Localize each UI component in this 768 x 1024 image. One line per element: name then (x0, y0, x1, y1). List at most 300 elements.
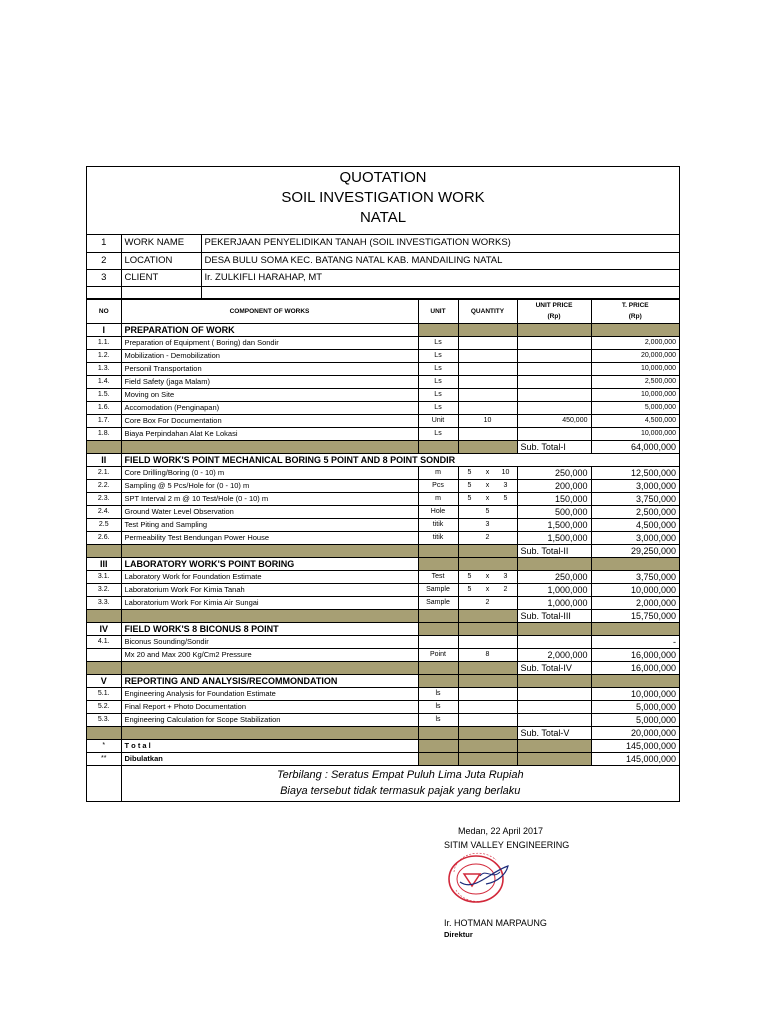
signer-position: Direktur (444, 930, 473, 939)
item-unit-price (517, 375, 591, 388)
table-row (87, 505, 679, 518)
item-unit: Pcs (418, 479, 458, 492)
item-description: Engineering Analysis for Foundation Estimate (121, 687, 418, 700)
olive-cell (517, 557, 591, 570)
item-unit-price (517, 687, 591, 700)
table-row (87, 492, 679, 505)
item-total-price: 2,500,000 (591, 375, 679, 388)
item-total-price: 10,000,000 (591, 388, 679, 401)
section-no: I (87, 323, 121, 336)
table-row (87, 700, 679, 713)
item-unit (418, 635, 458, 648)
item-unit-price (517, 635, 591, 648)
item-no (87, 648, 121, 661)
item-quantity (458, 466, 517, 479)
item-unit-price: 1,500,000 (517, 531, 591, 544)
olive-cell (458, 323, 517, 336)
info-label: WORK NAME (121, 235, 201, 252)
header-quantity: QUANTITY (458, 299, 517, 323)
olive-cell (418, 544, 458, 557)
item-no: 2.1. (87, 466, 121, 479)
item-quantity (458, 531, 517, 544)
item-quantity (458, 518, 517, 531)
amount-in-words (121, 765, 679, 801)
section-row (87, 622, 679, 635)
subtotal-label: Sub. Total-III (517, 609, 591, 622)
subtotal-row (87, 544, 679, 557)
table-row (87, 635, 679, 648)
item-total-price: 2,000,000 (591, 596, 679, 609)
item-total-price: 3,750,000 (591, 570, 679, 583)
olive-cell (517, 752, 591, 765)
item-total-price: 10,000,000 (591, 362, 679, 375)
quantity-part: 10 (501, 468, 510, 476)
quantity-part: 2 (485, 533, 490, 541)
item-description: Mobilization - Demobilization (121, 349, 418, 362)
table-row (87, 687, 679, 700)
item-no: 1.5. (87, 388, 121, 401)
olive-cell (517, 622, 591, 635)
item-total-price: - (591, 635, 679, 648)
olive-cell (121, 544, 418, 557)
words-line-1: Terbilang : Seratus Empat Puluh Lima Juta Rupiah (276, 769, 524, 782)
rounded-no: ** (87, 752, 121, 765)
item-no: 5.2. (87, 700, 121, 713)
olive-cell (458, 440, 517, 453)
table-row (87, 596, 679, 609)
item-unit-price: 250,000 (517, 466, 591, 479)
olive-cell (591, 323, 679, 336)
quantity-part (502, 597, 510, 609)
header-unit-price-label: UNIT PRICE (535, 302, 573, 309)
section-2-items (87, 466, 679, 544)
header-total-price (591, 299, 679, 323)
item-total-price: 12,500,000 (591, 466, 679, 479)
item-no: 2.4. (87, 505, 121, 518)
words-line-2: Biaya tersebut tidak termasuk pajak yang berlaku (280, 785, 521, 798)
item-quantity (458, 505, 517, 518)
section-title: FIELD WORK'S 8 BICONUS 8 POINT (121, 622, 418, 635)
item-description: SPT Interval 2 m @ 10 Test/Hole (0 - 10) m (121, 492, 418, 505)
item-total-price: 2,000,000 (591, 336, 679, 349)
item-no: 1.4. (87, 375, 121, 388)
section-title: PREPARATION OF WORK (121, 323, 418, 336)
olive-cell (418, 739, 458, 752)
olive-cell (87, 544, 121, 557)
subtotal-label: Sub. Total-V (517, 726, 591, 739)
item-quantity (458, 583, 517, 596)
company-name: SITIM VALLEY ENGINEERING (444, 840, 570, 850)
info-no: 1 (87, 235, 121, 252)
item-description: Core Box For Documentation (121, 414, 418, 427)
item-total-price: 10,000,000 (591, 427, 679, 440)
item-no: 2.5 (87, 518, 121, 531)
table-row (87, 401, 679, 414)
table-row (87, 570, 679, 583)
header-total-price-currency: (Rp) (628, 313, 642, 320)
quantity-part: x (485, 468, 490, 476)
total-no: * (87, 739, 121, 752)
subtotal-label: Sub. Total-IV (517, 661, 591, 674)
olive-cell (87, 726, 121, 739)
quantity-part: 5 (485, 507, 490, 515)
olive-cell (418, 752, 458, 765)
item-description: Personil Transportation (121, 362, 418, 375)
quantity-breakdown (462, 532, 514, 544)
item-total-price: 3,000,000 (591, 479, 679, 492)
info-no: 3 (87, 269, 121, 286)
olive-cell (418, 440, 458, 453)
item-quantity (458, 492, 517, 505)
item-unit-price (517, 336, 591, 349)
item-unit-price: 2,000,000 (517, 648, 591, 661)
section-row (87, 323, 679, 336)
quantity-part: 5 (467, 585, 472, 593)
item-quantity (458, 596, 517, 609)
item-description: Biconus Sounding/Sondir (121, 635, 418, 648)
olive-cell (87, 440, 121, 453)
item-description: Laboratorium Work For Kimia Tanah (121, 583, 418, 596)
info-value: DESA BULU SOMA KEC. BATANG NATAL KAB. MANDAILING NATAL (201, 252, 679, 269)
info-empty-cell (87, 286, 121, 298)
table-row (87, 479, 679, 492)
item-unit: ls (418, 687, 458, 700)
item-total-price: 2,500,000 (591, 505, 679, 518)
quantity-part: 5 (467, 468, 472, 476)
item-total-price: 4,500,000 (591, 518, 679, 531)
table-row (87, 531, 679, 544)
item-unit-price: 1,000,000 (517, 583, 591, 596)
olive-cell (458, 726, 517, 739)
subtotal-label: Sub. Total-I (517, 440, 591, 453)
item-no: 2.3. (87, 492, 121, 505)
table-row (87, 466, 679, 479)
item-quantity (458, 336, 517, 349)
item-unit-price: 150,000 (517, 492, 591, 505)
quantity-breakdown (462, 519, 514, 531)
olive-cell (458, 609, 517, 622)
item-unit: ls (418, 713, 458, 726)
subtotal-label: Sub. Total-II (517, 544, 591, 557)
subtotal-row (87, 661, 679, 674)
table-row (87, 518, 679, 531)
item-description: Core Drilling/Boring (0 - 10) m (121, 466, 418, 479)
info-no: 2 (87, 252, 121, 269)
project-info-table (87, 235, 679, 299)
item-total-price: 5,000,000 (591, 713, 679, 726)
signer-name: Ir. HOTMAN MARPAUNG (444, 918, 547, 928)
quantity-part: x (485, 585, 490, 593)
info-row (87, 252, 679, 269)
section-5-items (87, 687, 679, 726)
title-block (87, 167, 679, 235)
item-total-price: 10,000,000 (591, 583, 679, 596)
item-description: Engineering Calculation for Scope Stabilization (121, 713, 418, 726)
olive-cell (517, 674, 591, 687)
quantity-part: x (485, 572, 490, 580)
olive-cell (121, 609, 418, 622)
item-quantity (458, 427, 517, 440)
subtotal-value: 16,000,000 (591, 661, 679, 674)
item-unit-price (517, 349, 591, 362)
olive-cell (418, 609, 458, 622)
quantity-part: 3 (485, 520, 490, 528)
item-no: 2.6. (87, 531, 121, 544)
place-date: Medan, 22 April 2017 (458, 826, 544, 836)
item-description: Field Safety (jaga Malam) (121, 375, 418, 388)
section-title: LABORATORY WORK'S POINT BORING (121, 557, 418, 570)
section-4-items (87, 635, 679, 661)
quantity-part: x (485, 481, 490, 489)
item-no: 3.3. (87, 596, 121, 609)
quantity-part: 5 (467, 572, 472, 580)
item-unit-price (517, 427, 591, 440)
item-unit-price: 450,000 (517, 414, 591, 427)
item-description: Laboratorium Work For Kimia Air Sungai (121, 596, 418, 609)
table-row (87, 414, 679, 427)
quantity-part: 2 (503, 585, 508, 593)
quantity-part: x (485, 494, 490, 502)
item-unit: Ls (418, 401, 458, 414)
olive-cell (591, 557, 679, 570)
header-unit-price-currency: (Rp) (547, 313, 561, 320)
section-no: III (87, 557, 121, 570)
title-line-3: NATAL (359, 209, 407, 226)
item-total-price: 16,000,000 (591, 648, 679, 661)
info-row (87, 269, 679, 286)
item-quantity (458, 635, 517, 648)
item-description: Final Report + Photo Documentation (121, 700, 418, 713)
item-unit-price: 1,500,000 (517, 518, 591, 531)
quantity-part (502, 506, 510, 518)
section-no: IV (87, 622, 121, 635)
olive-cell (121, 726, 418, 739)
olive-cell (458, 752, 517, 765)
item-total-price: 10,000,000 (591, 687, 679, 700)
item-unit: m (418, 466, 458, 479)
section-title: REPORTING AND ANALYSIS/RECOMMONDATION (121, 674, 418, 687)
olive-cell (121, 440, 418, 453)
item-no: 4.1. (87, 635, 121, 648)
quantity-part (466, 597, 474, 609)
quotation-document (86, 166, 680, 802)
total-row (87, 739, 679, 752)
olive-cell (87, 661, 121, 674)
quantity-part: 3 (503, 481, 508, 489)
quantity-breakdown (462, 493, 514, 505)
item-unit: Ls (418, 375, 458, 388)
olive-cell (591, 622, 679, 635)
item-unit: Sample (418, 596, 458, 609)
section-3-items (87, 570, 679, 609)
quantity-part (466, 519, 474, 531)
company-stamp-icon (446, 852, 518, 904)
quantity-part (502, 532, 510, 544)
title-line-1: QUOTATION (339, 169, 427, 186)
item-total-price: 20,000,000 (591, 349, 679, 362)
item-description: Mx 20 and Max 200 Kg/Cm2 Pressure (121, 648, 418, 661)
item-unit: Ls (418, 388, 458, 401)
table-row (87, 583, 679, 596)
item-unit: Point (418, 648, 458, 661)
table-row (87, 648, 679, 661)
item-unit: m (418, 492, 458, 505)
quantity-breakdown (462, 506, 514, 518)
table-row (87, 375, 679, 388)
olive-cell (418, 661, 458, 674)
item-description: Accomodation (Penginapan) (121, 401, 418, 414)
subtotal-row (87, 609, 679, 622)
section-1-items (87, 336, 679, 440)
item-unit: Sample (418, 583, 458, 596)
total-label: T o t a l (121, 739, 418, 752)
item-unit-price (517, 713, 591, 726)
quantity-breakdown (462, 467, 514, 479)
section-row (87, 453, 679, 466)
item-unit: titik (418, 531, 458, 544)
section-title: FIELD WORK'S POINT MECHANICAL BORING 5 POINT AND 8 POINT SONDIR (121, 453, 679, 466)
item-quantity (458, 479, 517, 492)
quantity-part: 2 (485, 598, 490, 606)
item-unit-price (517, 700, 591, 713)
item-description: Permeability Test Bendungan Power House (121, 531, 418, 544)
rounded-row (87, 752, 679, 765)
item-unit-price (517, 362, 591, 375)
item-unit: Hole (418, 505, 458, 518)
quantity-part: 5 (503, 494, 508, 502)
price-table (87, 299, 679, 802)
item-quantity (458, 570, 517, 583)
item-total-price: 5,000,000 (591, 401, 679, 414)
olive-cell (517, 323, 591, 336)
olive-cell (458, 622, 517, 635)
item-unit: ls (418, 700, 458, 713)
item-quantity: 10 (458, 414, 517, 427)
section-no: V (87, 674, 121, 687)
header-no: NO (87, 299, 121, 323)
info-row (87, 235, 679, 252)
info-row-empty (87, 286, 679, 298)
table-row (87, 713, 679, 726)
item-no: 1.6. (87, 401, 121, 414)
info-empty-cell (121, 286, 201, 298)
item-quantity (458, 362, 517, 375)
item-unit: Ls (418, 427, 458, 440)
olive-cell (458, 739, 517, 752)
item-quantity (458, 700, 517, 713)
quantity-part (466, 506, 474, 518)
item-unit: titik (418, 518, 458, 531)
item-total-price: 3,000,000 (591, 531, 679, 544)
item-no: 1.7. (87, 414, 121, 427)
quantity-breakdown (462, 584, 514, 596)
olive-cell (418, 557, 458, 570)
item-description: Test Piting and Sampling (121, 518, 418, 531)
olive-cell (418, 622, 458, 635)
item-unit: Ls (418, 362, 458, 375)
item-description: Biaya Perpindahan Alat Ke Lokasi (121, 427, 418, 440)
section-row (87, 674, 679, 687)
item-no: 1.1. (87, 336, 121, 349)
item-no: 2.2. (87, 479, 121, 492)
table-row (87, 362, 679, 375)
item-description: Moving on Site (121, 388, 418, 401)
olive-cell (458, 544, 517, 557)
item-unit-price: 500,000 (517, 505, 591, 518)
item-no: 5.1. (87, 687, 121, 700)
olive-cell (458, 674, 517, 687)
item-unit-price (517, 388, 591, 401)
item-no: 1.2. (87, 349, 121, 362)
item-unit: Ls (418, 336, 458, 349)
subtotal-value: 64,000,000 (591, 440, 679, 453)
info-value: PEKERJAAN PENYELIDIKAN TANAH (SOIL INVESTIGATION WORKS) (201, 235, 679, 252)
item-quantity: 8 (458, 648, 517, 661)
header-component: COMPONENT OF WORKS (121, 299, 418, 323)
quantity-part (466, 532, 474, 544)
olive-cell (87, 609, 121, 622)
quantity-part: 5 (467, 494, 472, 502)
item-unit-price: 250,000 (517, 570, 591, 583)
words-empty-cell (87, 765, 121, 801)
subtotal-row (87, 726, 679, 739)
quantity-part: 5 (467, 481, 472, 489)
olive-cell (121, 661, 418, 674)
rounded-label: Dibulatkan (121, 752, 418, 765)
table-header (87, 299, 679, 323)
item-quantity (458, 687, 517, 700)
olive-cell (418, 674, 458, 687)
table-row (87, 336, 679, 349)
quantity-breakdown (462, 597, 514, 609)
olive-cell (591, 674, 679, 687)
item-no: 3.1. (87, 570, 121, 583)
item-total-price: 5,000,000 (591, 700, 679, 713)
item-no: 1.3. (87, 362, 121, 375)
subtotal-value: 15,750,000 (591, 609, 679, 622)
olive-cell (418, 323, 458, 336)
info-label: LOCATION (121, 252, 201, 269)
item-no: 1.8. (87, 427, 121, 440)
table-row (87, 349, 679, 362)
item-unit-price: 1,000,000 (517, 596, 591, 609)
item-description: Ground Water Level Observation (121, 505, 418, 518)
item-total-price: 4,500,000 (591, 414, 679, 427)
item-total-price: 3,750,000 (591, 492, 679, 505)
subtotal-value: 20,000,000 (591, 726, 679, 739)
info-empty-cell (201, 286, 679, 298)
item-description: Preparation of Equipment ( Boring) dan Sondir (121, 336, 418, 349)
item-no: 5.3. (87, 713, 121, 726)
item-description: Sampling @ 5 Pcs/Hole for (0 - 10) m (121, 479, 418, 492)
quantity-breakdown (462, 571, 514, 583)
item-unit: Unit (418, 414, 458, 427)
item-unit-price (517, 401, 591, 414)
info-label: CLIENT (121, 269, 201, 286)
item-unit: Ls (418, 349, 458, 362)
subtotal-row (87, 440, 679, 453)
section-no: II (87, 453, 121, 466)
header-unit-price (517, 299, 591, 323)
quantity-breakdown (462, 480, 514, 492)
table-row (87, 388, 679, 401)
header-unit: UNIT (418, 299, 458, 323)
olive-cell (517, 739, 591, 752)
item-quantity (458, 713, 517, 726)
total-value: 145,000,000 (591, 739, 679, 752)
olive-cell (458, 557, 517, 570)
item-quantity (458, 401, 517, 414)
